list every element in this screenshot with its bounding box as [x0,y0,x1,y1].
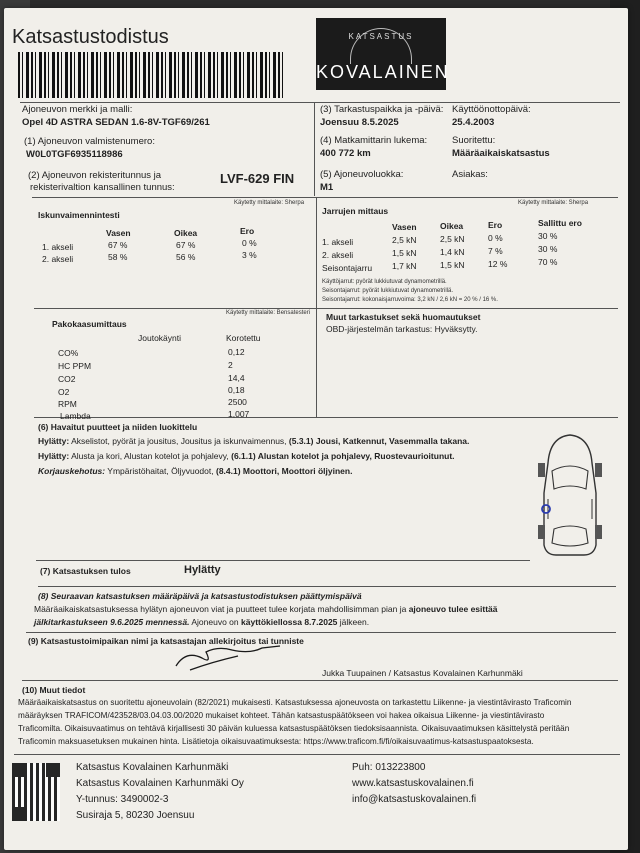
performed-label: Suoritettu: [452,135,496,146]
shock-cell: 58 % [108,252,128,262]
footer-phone: Puh: 013223800 [352,762,426,773]
class-label: (5) Ajoneuvoluokka: [320,169,404,180]
next-text-bold: ajoneuvo tulee esittää [408,604,498,614]
make-value: Opel 4D ASTRA SEDAN 1.6-8V-TGF69/261 [22,117,210,128]
exhaust-cell: 1,007 [228,409,250,419]
fault-text: Ympäristöhaitat, Öljyvuodot, [107,466,214,476]
brake-note: Seisontajarrut: kokonaisjarruvoima: 3,2 kN / 2,6 kN = 20 % / 16 %. [322,297,498,303]
result-value: Hylätty [184,564,221,576]
next-line [34,604,498,614]
next-deadline: jälkitarkastukseen 9.6.2025 mennessä. [34,617,190,627]
next-text: Määräaikaiskatsastuksessa hylätyn ajoneuvon viat ja puutteet tulee korjata mahdollisimman pian ja [34,604,407,614]
info-line: Määräaikaiskatsastus on suoritettu ajoneuvolain (82/2021) mukaisesti. Katsastuksessa ajoneuvosta on tarkastettu Liikenne- ja viestintävirasto Traficomin [18,698,572,707]
place-label: (3) Tarkastuspaikka ja -päivä: [320,104,444,115]
brake-cell: 12 % [488,259,508,269]
info-title: (10) Muut tiedot [22,685,86,695]
shock-col-left: Vasen [106,228,131,238]
vin-label: (1) Ajoneuvon valmistenumero: [24,136,155,147]
shock-cell: 56 % [176,252,196,262]
fault-status: Hylätty: [38,436,70,446]
car-windshield [552,466,588,489]
exhaust-row-label: O2 [58,387,70,397]
car-wheel [538,525,545,539]
result-label: (7) Katsastuksen tulos [40,566,131,576]
divider [32,197,618,198]
car-outline [544,435,596,555]
divider [316,197,317,417]
brake-cell: 2,5 kN [392,235,417,245]
next-line [34,617,369,627]
shock-device: Käytetty mittalaite: Sherpa [234,200,305,206]
info-line: Traficomin maksuasetuksen mukainen hinta. Lisätietoja oikaisuvaatimuksesta: https://www.traficom.fi/fi/oikaisuvaatimus-katsastuspaatoksesta. [18,737,534,746]
footer-email[interactable]: info@katsastuskovalainen.fi [352,794,477,805]
divider [26,632,616,633]
customer-label: Asiakas: [452,169,488,180]
next-text: Ajoneuvo on [191,617,239,627]
fault-line [38,466,352,476]
other-title: Muut tarkastukset sekä huomautukset [326,312,481,322]
shock-row-label: 2. akseli [42,254,74,264]
brake-title: Jarrujen mittaus [322,206,389,216]
next-title: (8) Seuraavan katsastuksen määräpäivä ja katsastustodistuksen päättymispäivä [38,591,362,601]
barcode [18,52,284,98]
divider [314,102,315,196]
fault-line [38,451,455,461]
divider [22,680,618,681]
odometer-value: 400 772 km [320,148,371,159]
brake-device: Käytetty mittalaite: Sherpa [518,200,589,206]
exhaust-cell: 2500 [228,397,247,407]
fault-code: (5.3.1) Jousi, Katkennut, Vasemmalla takana. [288,436,470,446]
car-wheel [595,525,602,539]
faults-title: (6) Havaitut puutteet ja niiden luokittelu [38,422,198,432]
brake-cell: 1,7 kN [392,261,417,271]
next-ban: käyttökiellossa 8.7.2025 [241,617,338,627]
reg-value: LVF-629 FIN [220,171,295,186]
brake-row-label: Seisontajarru [322,263,373,273]
footer-company-oy: Katsastus Kovalainen Karhunmäki Oy [76,778,244,789]
brake-col-right: Oikea [440,221,464,231]
class-value: M1 [320,182,334,193]
exhaust-cell: 0,18 [228,385,245,395]
first-use-label: Käyttöönottopäivä: [452,104,531,115]
place-value: Joensuu 8.5.2025 [320,117,399,128]
fault-code: (8.4.1) Moottori, Moottori öljyinen. [215,466,353,476]
footer-ytunnus: Y-tunnus: 3490002-3 [76,794,169,805]
brake-cell: 2,5 kN [440,234,465,244]
divider [34,308,618,309]
brake-col-allowed: Sallittu ero [538,218,582,228]
brake-cell: 30 % [538,231,558,241]
car-diagram [534,433,606,558]
shock-cell: 67 % [108,240,128,250]
other-text: OBD-järjestelmän tarkastus: Hyväksytty. [326,324,478,334]
brake-cell: 1,5 kN [392,248,417,258]
fault-line [38,436,469,446]
fault-status: Korjauskehotus: [38,466,106,476]
performed-value: Määräaikaiskatsastus [452,148,550,159]
next-text: jälkeen. [339,617,370,627]
exhaust-row-label: CO2 [58,374,76,384]
brake-note: Käyttöjarrut: pyörät lukkiutuvat dynamometrillä. [322,279,447,285]
shock-col-diff: Ero [240,226,255,236]
brake-cell: 0 % [488,233,503,243]
odometer-label: (4) Matkamittarin lukema: [320,135,428,146]
qr-code [12,763,60,821]
footer-web[interactable]: www.katsastuskovalainen.fi [352,778,474,789]
fault-marker [542,505,550,513]
exhaust-cell: 2 [228,360,233,370]
logo-small-text: KATSASTUS [348,32,414,41]
logo-main-text: KOVALAINEN [316,62,450,82]
shock-cell: 3 % [242,250,257,260]
exhaust-row-label: HC PPM [58,361,92,371]
footer-company: Katsastus Kovalainen Karhunmäki [76,762,229,773]
brake-cell: 70 % [538,257,558,267]
reg-label: (2) Ajoneuvon rekisteritunnus ja [28,170,162,181]
divider [34,417,618,418]
shock-col-right: Oikea [174,228,198,238]
car-rear-window [552,526,588,546]
signature-scribble [172,640,292,674]
exhaust-title: Pakokaasumittaus [52,319,127,329]
brake-cell: 1,5 kN [440,260,465,270]
car-wheel [538,463,545,477]
exhaust-col-high: Korotettu [226,333,261,343]
inspector-name: Jukka Tuupainen / Katsastus Kovalainen Karhunmäki [322,668,523,678]
exhaust-col-idle: Joutokäynti [138,333,181,343]
reg-label-2: rekisterivaltion kansallinen tunnus: [30,182,175,193]
brake-note: Seisontajarrut: pyörät lukkiutuvat dynamometrillä. [322,288,454,294]
shock-title: Iskunvaimennintesti [38,210,120,220]
fault-status: Hylätty: [38,451,70,461]
company-logo [316,18,450,90]
document-title: Katsastustodistus [12,26,169,48]
signature-title: (9) Katsastustoimipaikan nimi ja katsastajan allekirjoitus tai tunniste [28,636,304,646]
exhaust-row-label: CO% [58,348,79,358]
shock-cell: 0 % [242,238,257,248]
first-use-value: 25.4.2003 [452,117,495,128]
exhaust-row-label: RPM [58,399,77,409]
brake-cell: 1,4 kN [440,247,465,257]
brake-col-left: Vasen [392,222,417,232]
exhaust-device: Käytetty mittalaite: Bensatesteri [226,310,311,316]
make-label: Ajoneuvon merkki ja malli: [22,104,133,115]
info-line: Traficomilta. Oikaisuvaatimus on tehtävä kirjallisesti 30 päivän kuluessa katsastuspäätöksen tiedoksisaannista. Oikaisuvaatimuksen käsittelystä peritään [18,724,570,733]
divider [20,102,620,103]
brake-cell: 30 % [538,244,558,254]
info-line: määräyksen TRAFICOM/423528/03.04.03.00/2020 mukaiset kohteet. Tähän katsastuspäätökseen voi hakea oikaisua Liikenne- ja viestintävirasto [18,711,545,720]
inspection-certificate [4,8,628,850]
fault-text: Akselistot, pyörät ja jousitus, Jousitus ja iskunvaimennus, [71,436,287,446]
shock-cell: 67 % [176,240,196,250]
vin-value: W0L0TGF6935118986 [26,149,123,160]
exhaust-cell: 0,12 [228,347,245,357]
exhaust-row-label: Lambda [60,411,91,421]
brake-cell: 7 % [488,246,503,256]
brake-col-diff: Ero [488,220,503,230]
fault-text: Alusta ja kori, Alustan kotelot ja pohjalevy, [71,451,229,461]
car-wheel [595,463,602,477]
brake-row-label: 2. akseli [322,250,354,260]
divider [38,586,616,587]
divider [36,560,530,561]
exhaust-cell: 14,4 [228,373,245,383]
divider [14,754,620,755]
footer-address: Susiraja 5, 80230 Joensuu [76,810,195,821]
brake-row-label: 1. akseli [322,237,354,247]
shock-row-label: 1. akseli [42,242,74,252]
fault-code: (6.1.1) Alustan kotelot ja pohjalevy, Ruostevaurioitunut. [231,451,455,461]
